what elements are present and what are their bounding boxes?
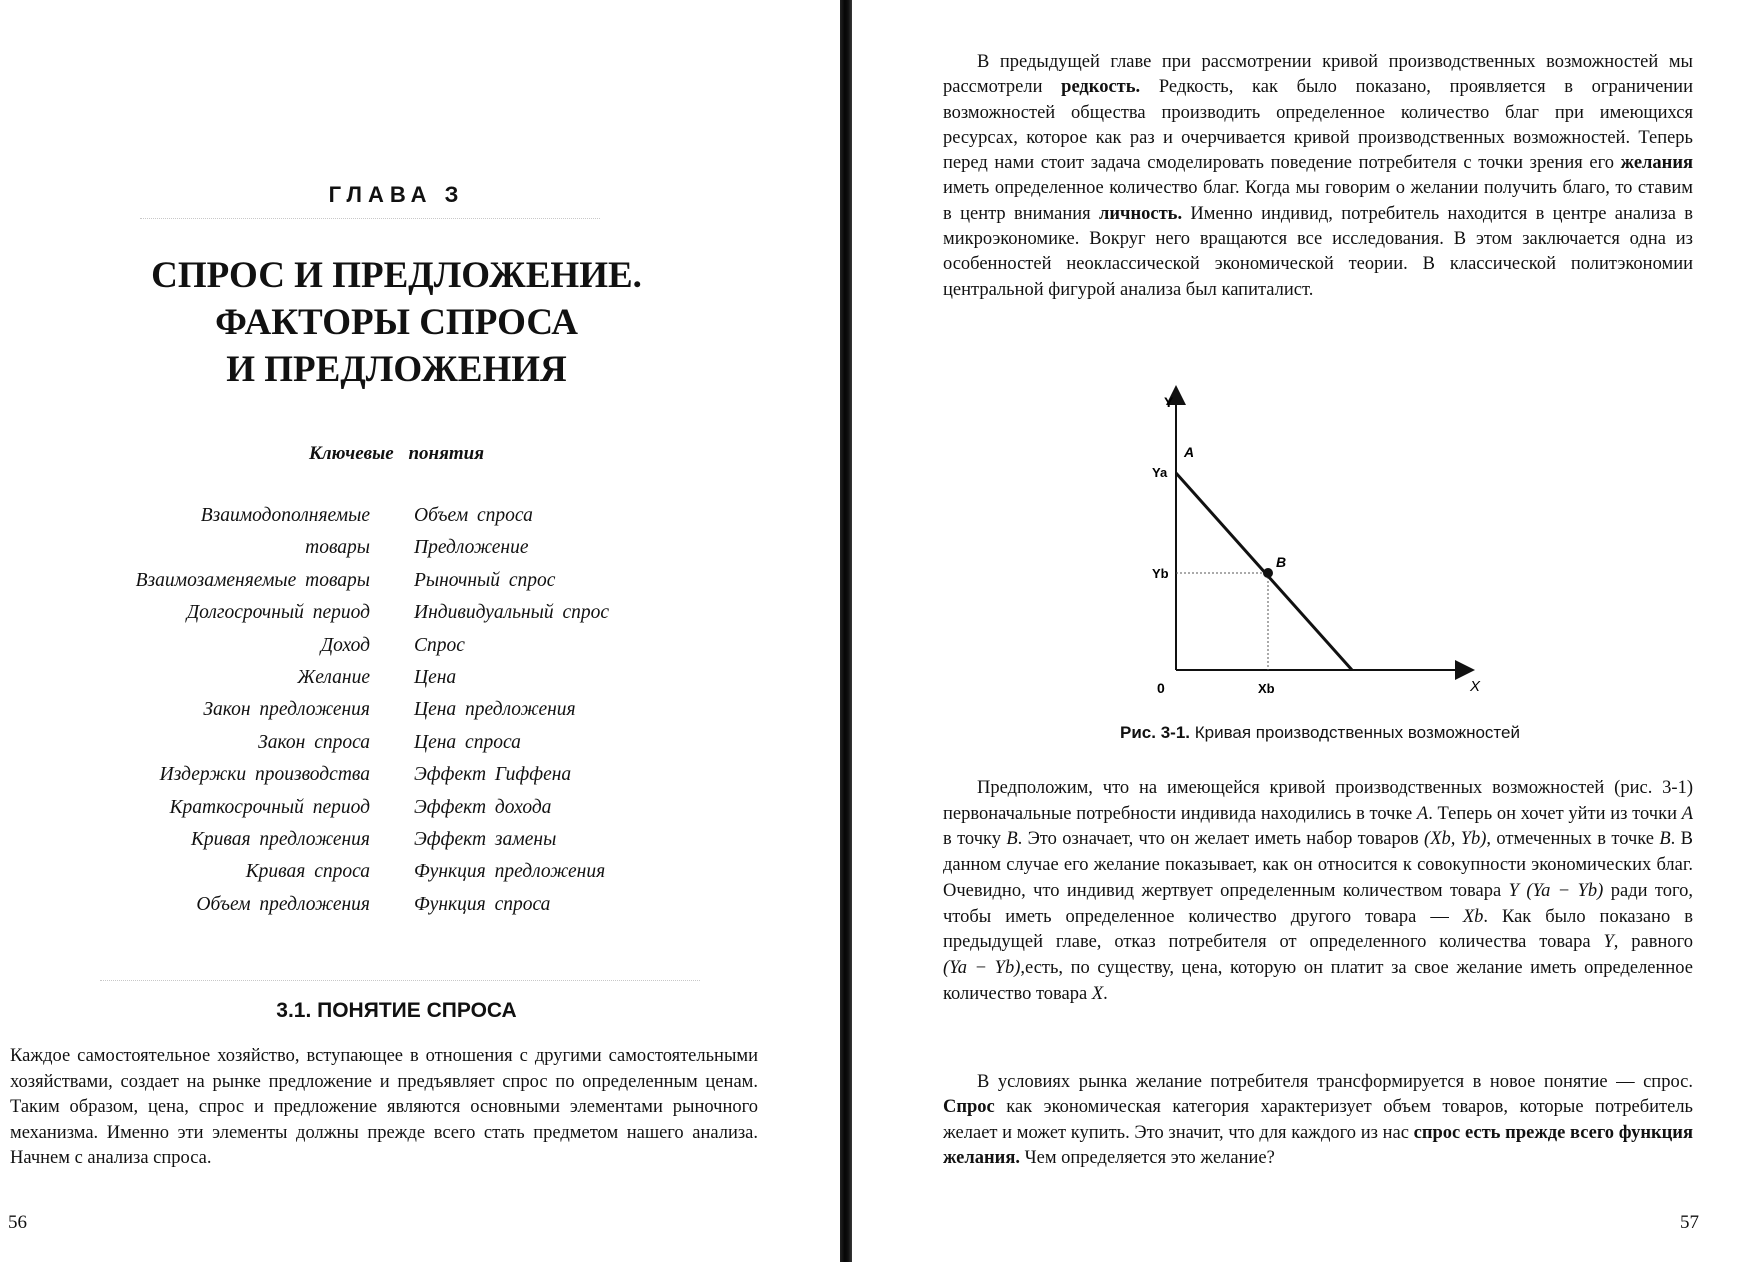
key-term: Доход (320, 634, 370, 656)
text: . В данном случае его желание показывает, как он относится к совокупности экономических благ. Очевидно, что индивид жертвует определенным количеством товара (943, 829, 1693, 901)
key-term: Эффект Гиффена (414, 764, 572, 786)
label-ya: Ya (1152, 465, 1168, 480)
text: иметь определенное количество благ. Когда мы говорим о желании получить благо, то ставим в центр внимания (943, 178, 1693, 224)
key-term: Закон спроса (258, 731, 370, 753)
book-spine (840, 0, 852, 1262)
key-term: Кривая спроса (245, 861, 370, 883)
body-paragraph: Каждое самостоятельное хозяйство, вступающее в отношения с другими самостоятельными хозяйствами, создает на рынке предложение и предъявляет спрос по определенным ценам. Таким образом, цена, спрос и предложение являются основными элементами рыночного механизма. Именно эти элементы должны прежде всего стать предметом нашего анализа. Начнем с анализа спроса. (10, 1046, 758, 1168)
text: В условиях рынка желание потребителя трансформируется в новое понятие — спрос. (977, 1072, 1693, 1092)
term-bold: редкость. (1061, 77, 1141, 98)
text: Предположим, что на имеющейся кривой производственных возможностей (рис. 3-1) первоначальные потребности индивида находились в точке (943, 778, 1693, 824)
chapter-title-line: И ПРЕДЛОЖЕНИЯ (226, 349, 567, 390)
math-var: Y (1508, 880, 1519, 901)
chapter-title (0, 252, 793, 393)
key-term: Спрос (414, 634, 465, 656)
text: . Это означает, что он желает иметь набор товаров (1017, 829, 1425, 850)
key-term: Издержки производства (159, 764, 370, 786)
key-term: Рыночный спрос (414, 569, 556, 591)
text: В предыдущей главе при рассмотрении кривой производственных возможностей мы рассмотрели (943, 52, 1693, 98)
key-term: Объем спроса (414, 505, 533, 526)
body-paragraph (943, 50, 1693, 303)
key-term: Взаимозаменяемые товары (135, 569, 370, 591)
chapter-title-line: ФАКТОРЫ СПРОСА (215, 302, 578, 343)
text: в точку (943, 829, 1007, 850)
key-terms-left-column (40, 500, 370, 921)
label-yb: Yb (1152, 566, 1169, 581)
key-term: Функция предложения (414, 861, 606, 883)
key-term: Индивидуальный спрос (414, 602, 610, 624)
key-term: Кривая предложения (190, 829, 370, 851)
key-term: Взаимодополняемые (200, 505, 370, 526)
math-var: A (1416, 803, 1429, 824)
key-term: Предложение (414, 537, 529, 559)
key-term: Эффект дохода (414, 796, 552, 818)
key-term: Закон предложения (203, 699, 370, 721)
key-term: Цена (414, 667, 457, 689)
section-title: 3.1. ПОНЯТИЕ СПРОСА (276, 999, 517, 1022)
math-expression: (Ya − Yb) (943, 957, 1021, 978)
chapter-label: ГЛАВА З (328, 182, 465, 207)
label-xb: Xb (1258, 681, 1275, 696)
axis-label-y: Y (1164, 394, 1174, 410)
text: как экономическая категория характеризует объем товаров, которые потребитель желает и может купить. Это значит, что для каждого из нас (943, 1097, 1693, 1143)
label-point-b: B (1276, 554, 1287, 570)
math-expression: Xb (1462, 906, 1484, 927)
math-var: Х (1091, 983, 1104, 1004)
math-expression: (Ya − Yb) (1526, 880, 1604, 901)
math-expression: (Xb, Yb) (1424, 829, 1487, 850)
math-var: B (1006, 829, 1018, 850)
key-term: Долгосрочный период (186, 602, 370, 624)
math-var: B (1659, 829, 1671, 850)
scan-noise (140, 218, 600, 221)
key-term: Эффект замены (414, 829, 557, 851)
text: Редкость, как было показано, проявляется в ограничении возможностей общества производить определенное количество благ при имеющихся ресурсах, которое как раз и очерчивается кривой производственных возможностей. Теперь перед нами стоит задача смоделировать поведение потребителя с точки зрения его (943, 77, 1693, 174)
text: , отмеченных в точке (1486, 829, 1660, 850)
body-paragraph (943, 1070, 1693, 1171)
term-bold: Спрос (943, 1097, 995, 1118)
key-term: Краткосрочный период (169, 796, 370, 818)
text: . Теперь он хочет уйти из точки (1428, 803, 1682, 824)
text: . Как было показано в предыдущей главе, отказ потребителя от определенного количества товара (943, 906, 1694, 953)
axis-label-x: X (1470, 678, 1481, 695)
key-term: Функция спроса (414, 893, 551, 915)
caption-text: Кривая производственных возможностей (1190, 723, 1520, 742)
text: , равного (1613, 932, 1693, 953)
caption-prefix: Рис. 3-1. (1120, 723, 1190, 742)
body-paragraph (943, 776, 1693, 1007)
text: ради того, чтобы иметь определенное количество другого товара — (943, 880, 1693, 927)
text: Чем определяется это желание? (1019, 1147, 1275, 1168)
key-term: Цена спроса (414, 731, 521, 753)
label-point-a: A (1184, 444, 1195, 460)
page-number: 56 (8, 1212, 27, 1233)
text: ,есть, по существу, цена, которую он платит за свое желание иметь определенное количество товара (943, 957, 1693, 1004)
key-term: товары (305, 537, 370, 559)
figure-caption (1000, 723, 1640, 743)
key-terms-right-column (414, 500, 744, 921)
math-var: A (1681, 803, 1693, 824)
text: Именно индивид, потребитель находится в центре анализа в микроэкономике. Вокруг него вращаются все исследования. В этом заключается одна из особенностей неоклассической экономической теории. В классической политэкономии центральной фигурой анализа был капиталист. (943, 203, 1693, 300)
scan-noise (100, 980, 700, 983)
key-term: Желание (297, 667, 370, 689)
term-bold: спрос есть прежде всего функция желания. (943, 1122, 1693, 1168)
term-bold: желания (1620, 153, 1693, 174)
ppf-figure (1130, 385, 1500, 705)
key-concepts-heading: Ключевые понятия (308, 443, 485, 464)
page-number: 57 (1680, 1212, 1699, 1233)
left-page (0, 0, 840, 1262)
text: . (1103, 983, 1108, 1004)
chapter-title-line: СПРОС И ПРЕДЛОЖЕНИЕ. (151, 255, 642, 296)
term-bold: личность. (1098, 203, 1183, 224)
key-term: Объем предложения (196, 893, 370, 915)
key-term: Цена предложения (414, 699, 576, 721)
point-b-marker (1263, 568, 1273, 578)
origin-label: 0 (1157, 680, 1165, 696)
math-var: Y (1603, 932, 1614, 953)
ppf-chart (1130, 385, 1500, 705)
